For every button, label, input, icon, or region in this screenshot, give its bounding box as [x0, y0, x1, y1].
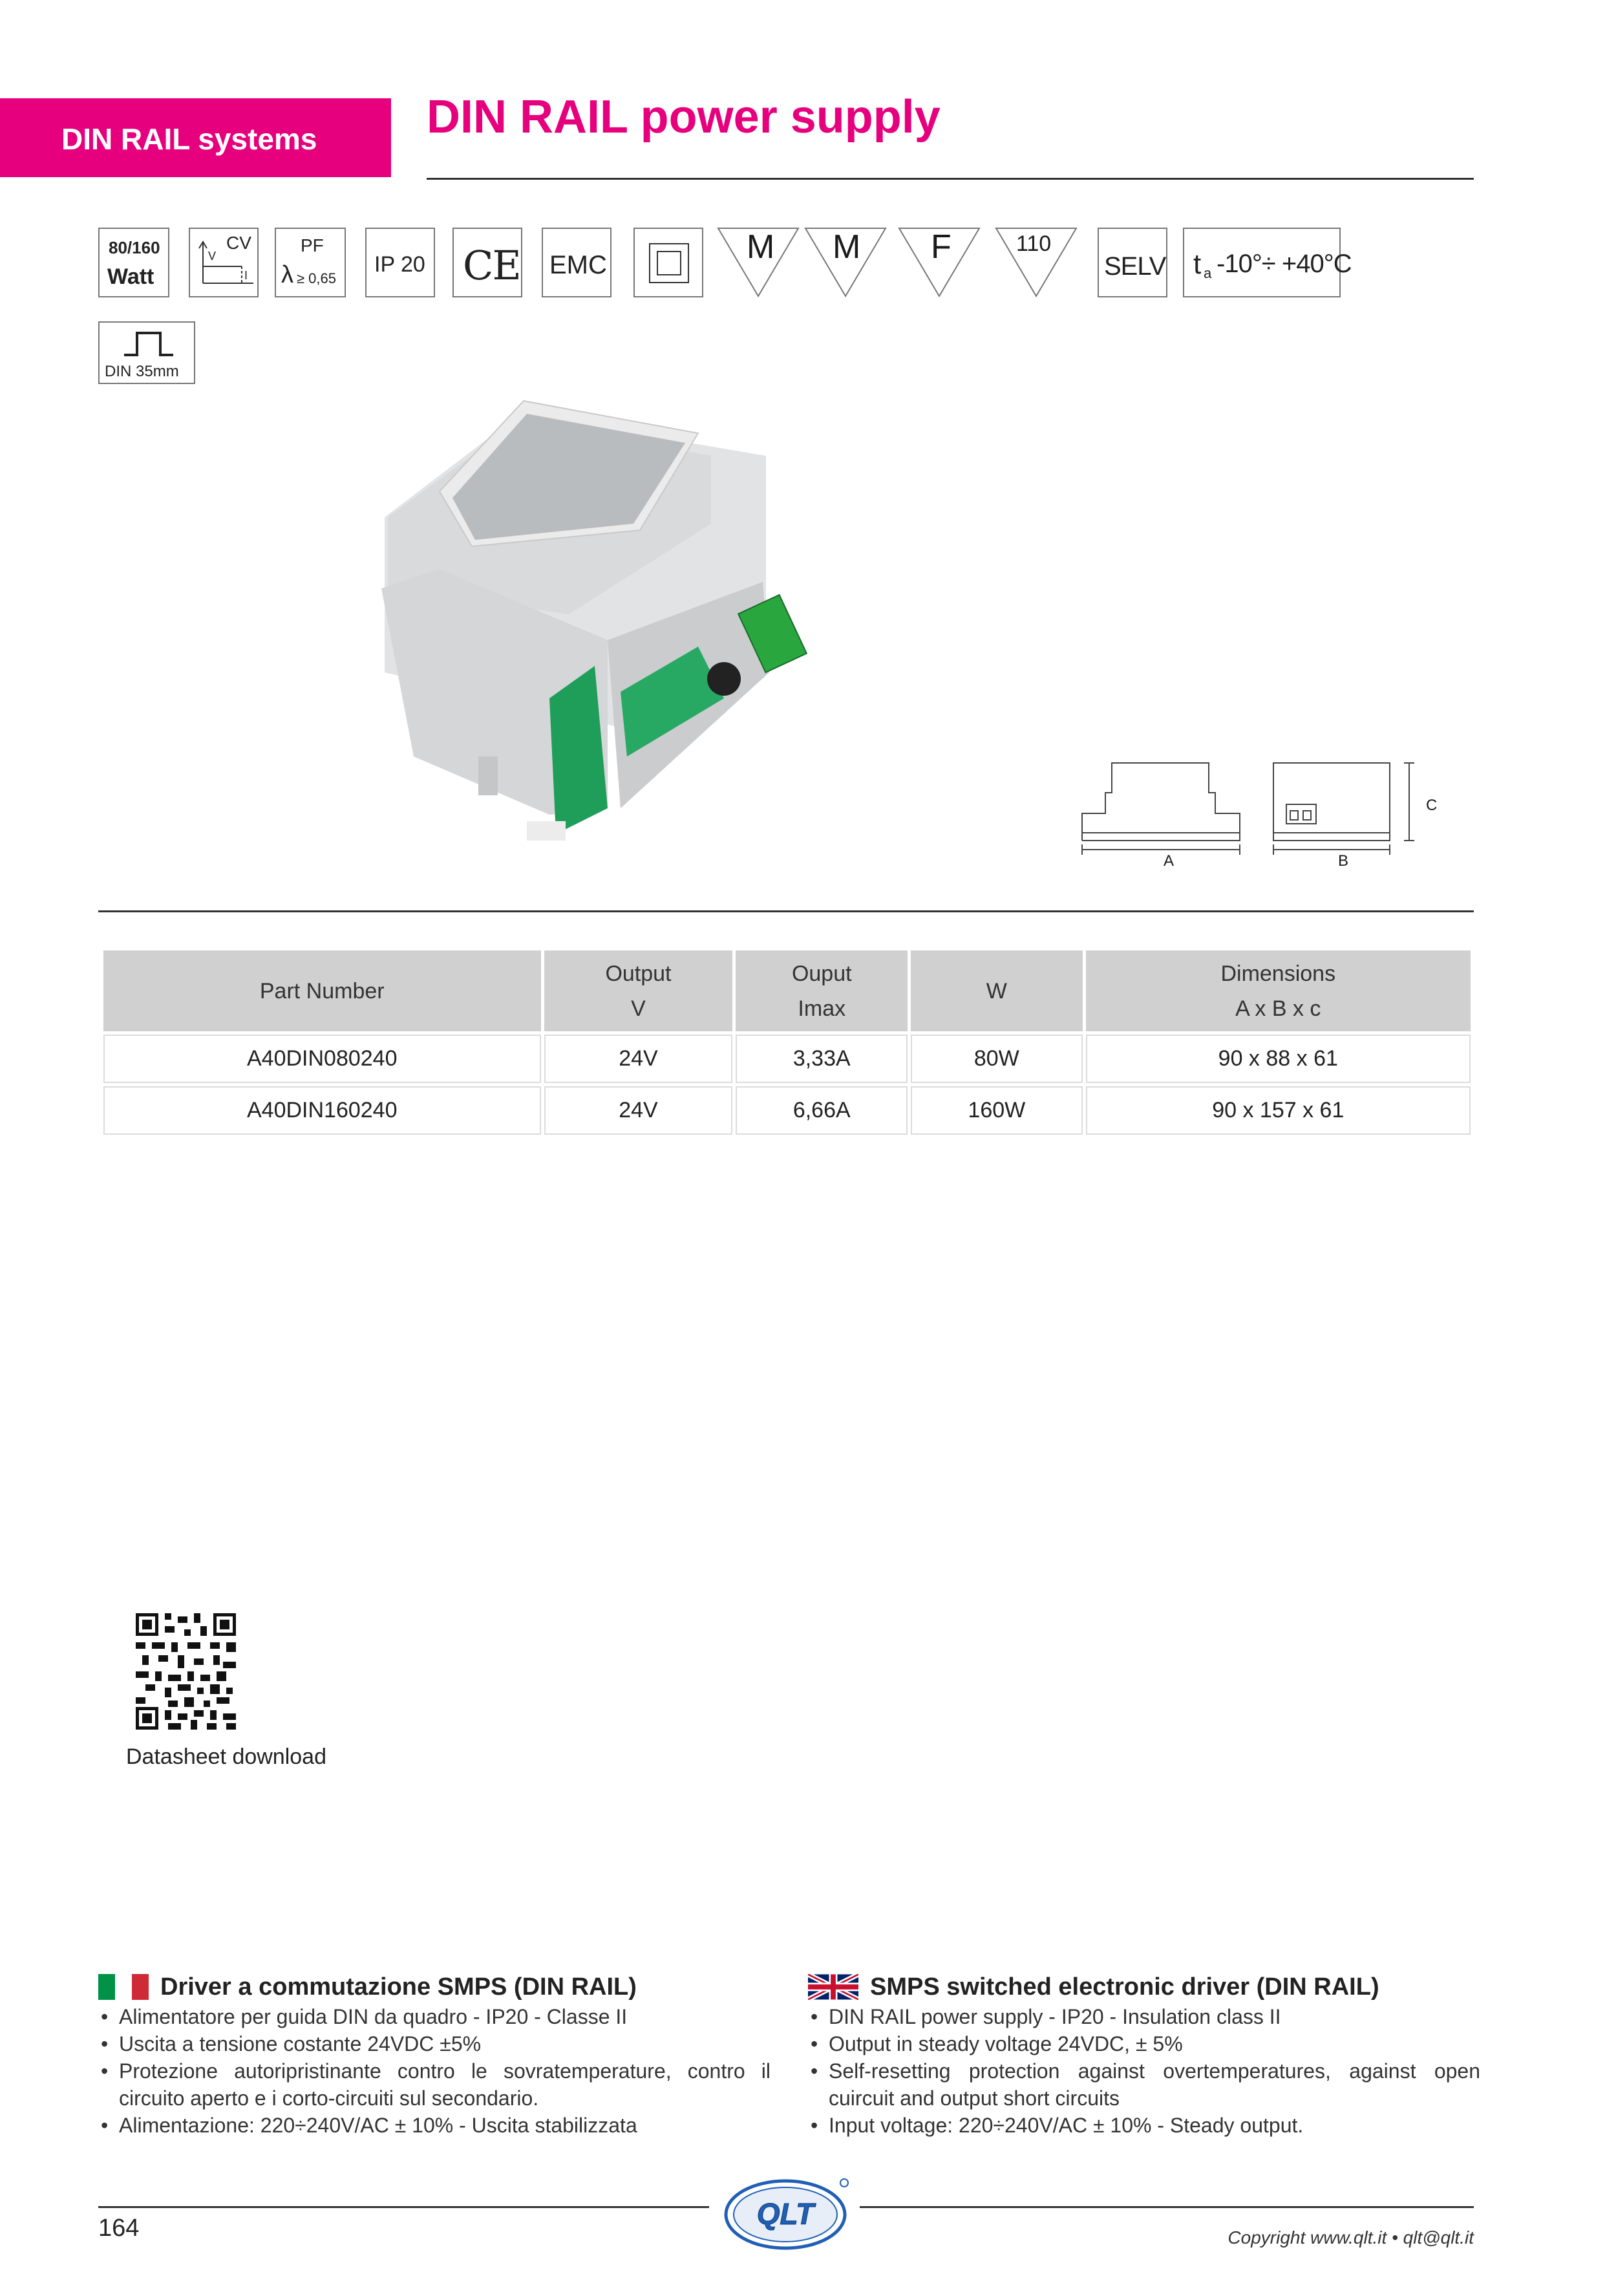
cell-part-number: A40DIN160240 [103, 1086, 541, 1135]
list-item: • Protezione autoripristinante contro le sovratemperature, contro il circuito aperto e i corto-circuiti sul secondario. [98, 2057, 771, 2112]
dim-label-a: A [1164, 852, 1175, 870]
selv-icon [1098, 228, 1167, 297]
emc-label: EMC [549, 251, 607, 279]
cv-v-label: V [208, 250, 217, 263]
description-italian [98, 1971, 771, 2139]
watt-icon [98, 228, 169, 297]
list-item: • Alimentatore per guida DIN da quadro - IP20 - Classe II [98, 2003, 771, 2030]
ip-label: IP 20 [374, 252, 425, 277]
description-english [808, 1971, 1480, 2139]
din-rail-icon [98, 321, 195, 384]
list-item: • Alimentazione: 220÷240V/AC ± 10% - Uscita stabilizzata [98, 2112, 771, 2139]
ce-label: CE [463, 242, 520, 289]
cell-output-v: 24V [544, 1035, 733, 1083]
pf-lambda: λ [281, 261, 293, 288]
tri-m1-label: M [747, 228, 775, 266]
cell-output-imax: 3,33A [736, 1035, 908, 1083]
temp-range: -10°÷ +40°C [1217, 250, 1352, 278]
page-title: DIN RAIL power supply [427, 91, 941, 143]
col-watt: W [911, 950, 1083, 1031]
temp-t: t [1193, 248, 1202, 280]
watt-label: Watt [107, 264, 154, 289]
class-ii-icon [633, 228, 703, 297]
tri-f-label: F [931, 228, 952, 266]
dim-label-b: B [1338, 852, 1349, 870]
page-number: 164 [98, 2215, 140, 2242]
dimension-drawing [1073, 756, 1438, 879]
description-italian-header [98, 1971, 771, 2003]
class-ii-inner-square [657, 251, 681, 275]
product-photo [362, 394, 866, 860]
cell-output-v: 24V [544, 1086, 733, 1135]
list-item: • Uscita a tensione costante 24VDC ±5% [98, 2030, 771, 2057]
title-divider [427, 178, 1474, 180]
selv-label: SELV [1104, 252, 1166, 281]
pf-label: PF [301, 235, 324, 255]
footer-divider-left [98, 2206, 709, 2208]
col-part-number: Part Number [103, 950, 541, 1031]
footer-divider-right [860, 2206, 1474, 2208]
description-italian-title: Driver a commutazione SMPS (DIN RAIL) [160, 1973, 637, 2001]
din-profile-icon [100, 323, 197, 361]
description-italian-list [98, 2003, 771, 2139]
cell-watt: 160W [911, 1086, 1083, 1135]
col-dimensions: Dimensions A x B x c [1086, 950, 1471, 1031]
section-label: DIN RAIL systems [61, 122, 317, 156]
col-output-v: Output V [544, 950, 733, 1031]
list-item: • Output in steady voltage 24VDC, ± 5% [808, 2030, 1480, 2057]
qr-caption: Datasheet download [126, 1744, 327, 1769]
spec-table [100, 947, 1474, 1138]
ip20-icon [365, 228, 435, 297]
constant-voltage-icon [189, 228, 259, 297]
tri-110-label: 110 [1016, 231, 1052, 256]
watt-value: 80/160 [109, 238, 160, 257]
italy-flag-icon [98, 1974, 149, 2000]
cell-dimensions: 90 x 88 x 61 [1086, 1035, 1471, 1083]
list-item: • Self-resetting protection against overtemperatures, against open cuircuit and output short circuits [808, 2057, 1480, 2112]
dim-label-c: C [1426, 797, 1438, 814]
cell-watt: 80W [911, 1035, 1083, 1083]
uk-flag-icon [808, 1974, 858, 2000]
list-item: • DIN RAIL power supply - IP20 - Insulation class II [808, 2003, 1480, 2030]
cell-part-number: A40DIN080240 [103, 1035, 541, 1083]
description-english-title: SMPS switched electronic driver (DIN RAIL) [870, 1973, 1379, 2001]
cv-graph-icon [190, 229, 260, 299]
qlt-logo-text: QLT [756, 2197, 814, 2231]
description-english-list [808, 2003, 1480, 2139]
pf-value: ≥ 0,65 [297, 270, 337, 286]
emc-icon [542, 228, 611, 297]
power-factor-icon [275, 228, 346, 297]
section-divider [98, 910, 1474, 912]
cv-label: CV [226, 233, 251, 253]
col-output-imax: Ouput Imax [736, 950, 908, 1031]
temp-a: a [1204, 265, 1212, 281]
table-header-row [103, 950, 1471, 1031]
description-english-header [808, 1971, 1480, 2003]
ambient-temp-icon [1183, 228, 1352, 297]
cv-i-label: I [244, 269, 248, 282]
qr-code-icon[interactable] [136, 1613, 236, 1730]
list-item: • Input voltage: 220÷240V/AC ± 10% - Steady output. [808, 2112, 1480, 2139]
section-tab [0, 98, 391, 177]
copyright-text: Copyright www.qlt.it • qlt@qlt.it [1228, 2227, 1474, 2248]
table-row [103, 1035, 1471, 1083]
qlt-logo [718, 2173, 853, 2257]
cell-dimensions: 90 x 157 x 61 [1086, 1086, 1471, 1135]
cell-output-imax: 6,66A [736, 1086, 908, 1135]
table-row [103, 1086, 1471, 1135]
tri-m2-label: M [833, 228, 861, 266]
ce-mark-icon [452, 228, 522, 297]
din-label: DIN 35mm [105, 363, 179, 380]
